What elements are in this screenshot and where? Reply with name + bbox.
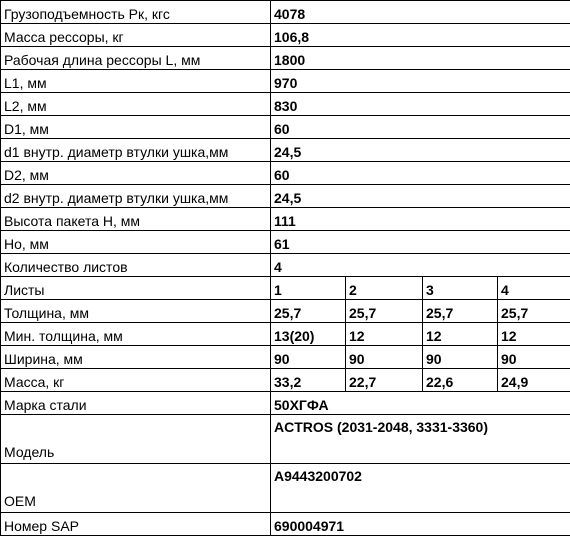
spec-row-d1-inner: [1, 139, 570, 162]
leaf-value: 12: [423, 323, 498, 346]
spec-row-steel-grade: [1, 392, 570, 415]
spec-value: 970: [271, 70, 570, 93]
spec-label: d1 внутр. диаметр втулки ушка,мм: [1, 139, 271, 162]
spec-label: OEM: [1, 464, 271, 513]
leaf-value: 90: [346, 346, 423, 369]
leaves-row-label: Масса, кг: [1, 369, 271, 392]
spec-row-h0: [1, 231, 570, 254]
leaf-number: 2: [346, 277, 423, 300]
leaves-row-label: Толщина, мм: [1, 300, 271, 323]
spec-value: 61: [271, 231, 570, 254]
leaf-number: 4: [498, 277, 570, 300]
leaf-number: 3: [423, 277, 498, 300]
spec-value: 4: [271, 254, 570, 277]
spec-row-capacity: [1, 1, 570, 24]
spec-value: 1800: [271, 47, 570, 70]
leaf-value: 33,2: [271, 369, 346, 392]
leaf-value: 22,6: [423, 369, 498, 392]
leaf-value: 90: [498, 346, 570, 369]
spec-row-sap: [1, 513, 570, 536]
spec-label: D1, мм: [1, 116, 271, 139]
spec-value: ACTROS (2031-2048, 3331-3360): [271, 415, 570, 464]
spec-value: 60: [271, 162, 570, 185]
leaves-header-label: Листы: [1, 277, 271, 300]
spec-value: 830: [271, 93, 570, 116]
spec-value: 50ХГФА: [271, 392, 570, 415]
leaf-value: 25,7: [498, 300, 570, 323]
spec-value: 106,8: [271, 24, 570, 47]
leaf-value: 25,7: [271, 300, 346, 323]
spec-row-l2: [1, 93, 570, 116]
spec-label: Рабочая длина рессоры L, мм: [1, 47, 271, 70]
spec-row-model: [1, 415, 570, 464]
spec-label: L1, мм: [1, 70, 271, 93]
leaf-value: 13(20): [271, 323, 346, 346]
leaf-value: 12: [346, 323, 423, 346]
spec-row-d2-inner: [1, 185, 570, 208]
spec-value: 111: [271, 208, 570, 231]
leaf-value: 22,7: [346, 369, 423, 392]
spec-label: Модель: [1, 415, 271, 464]
spec-value: 690004971: [271, 513, 570, 536]
spec-row-d2: [1, 162, 570, 185]
spec-label: L2, мм: [1, 93, 271, 116]
spec-row-d1: [1, 116, 570, 139]
spec-label: Hо, мм: [1, 231, 271, 254]
spec-label: Грузоподъемность Pк, кгс: [1, 1, 271, 24]
leaves-row-label: Мин. толщина, мм: [1, 323, 271, 346]
spec-label: D2, мм: [1, 162, 271, 185]
spec-value: 4078: [271, 1, 570, 24]
spec-label: Марка стали: [1, 392, 271, 415]
spec-label: Масса рессоры, кг: [1, 24, 271, 47]
leaves-row-mass: [1, 369, 570, 392]
spec-value: 60: [271, 116, 570, 139]
spec-label: Номер SAP: [1, 513, 271, 536]
leaf-value: 90: [271, 346, 346, 369]
spec-row-oem: [1, 464, 570, 513]
leaf-value: 90: [423, 346, 498, 369]
spec-row-working-length: [1, 47, 570, 70]
leaves-row-width: [1, 346, 570, 369]
spec-value: 24,5: [271, 139, 570, 162]
spec-row-l1: [1, 70, 570, 93]
leaves-row-min-thickness: [1, 323, 570, 346]
spec-row-spring-mass: [1, 24, 570, 47]
leaf-value: 12: [498, 323, 570, 346]
leaf-value: 24,9: [498, 369, 570, 392]
spec-row-pack-height: [1, 208, 570, 231]
spec-label: Высота пакета H, мм: [1, 208, 271, 231]
spec-label: Количество листов: [1, 254, 271, 277]
spec-value: 24,5: [271, 185, 570, 208]
spec-value: A9443200702: [271, 464, 570, 513]
spec-label: d2 внутр. диаметр втулки ушка,мм: [1, 185, 271, 208]
leaf-number: 1: [271, 277, 346, 300]
leaf-value: 25,7: [346, 300, 423, 323]
leaves-row-thickness: [1, 300, 570, 323]
spec-row-leaf-count: [1, 254, 570, 277]
leaf-value: 25,7: [423, 300, 498, 323]
leaves-row-label: Ширина, мм: [1, 346, 271, 369]
leaves-header-row: [1, 277, 570, 300]
